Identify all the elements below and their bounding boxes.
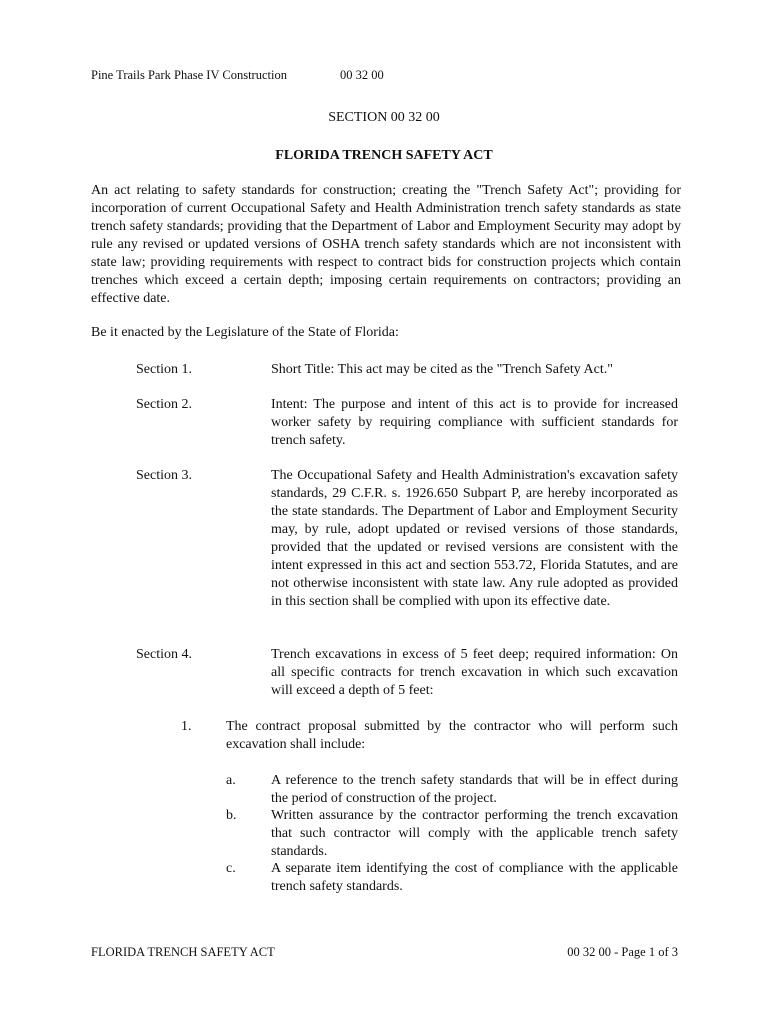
enactment-clause: Be it enacted by the Legislature of the State of Florida:: [91, 325, 399, 340]
subitem-c-label: c.: [226, 861, 236, 876]
header-section-code: 00 32 00: [340, 68, 384, 82]
subitem-b-label: b.: [226, 808, 237, 823]
subitem-a-label: a.: [226, 773, 236, 788]
section-2-label: Section 2.: [136, 397, 192, 412]
section-1-text: Short Title: This act may be cited as the "Trench Safety Act.": [271, 362, 613, 377]
subitem-c-text: A separate item identifying the cost of compliance with the applicable trench safety standards.: [271, 861, 678, 894]
item-1-label: 1.: [181, 719, 192, 734]
section-number-heading: SECTION 00 32 00: [328, 110, 440, 125]
item-1-text: The contract proposal submitted by the contractor who will perform such excavation shall include:: [226, 719, 678, 752]
subitem-b-text: Written assurance by the contractor performing the trench excavation that such contractor will comply with the applicable trench safety standards.: [271, 808, 678, 859]
subitem-a-text: A reference to the trench safety standards that will be in effect during the period of construction of the project.: [271, 773, 678, 806]
section-4-label: Section 4.: [136, 647, 192, 662]
section-1-label: Section 1.: [136, 362, 192, 377]
header-project-title: Pine Trails Park Phase IV Construction: [91, 68, 287, 82]
section-3-label: Section 3.: [136, 468, 192, 483]
section-4-text: Trench excavations in excess of 5 feet deep; required information: On all specific contracts for trench excavation in which such excavation will exceed a depth of 5 feet:: [271, 647, 678, 698]
section-3-text: The Occupational Safety and Health Administration's excavation safety standards, 29 C.F.R. s. 1926.650 Subpart P, are hereby incorporated as the state standards. The Department of Labor and Employment Security may, by rule, adopt updated or revised versions of those standards, provided that the updated or revised versions are consistent with the intent expressed in this act and section 553.72, Florida Statutes, and are not otherwise inconsistent with state law. Any rule adopted as provided in this section shall be complied with upon its effective date.: [271, 468, 678, 609]
footer-page-number: 00 32 00 - Page 1 of 3: [567, 945, 678, 959]
footer-title: FLORIDA TRENCH SAFETY ACT: [91, 945, 275, 959]
document-title: FLORIDA TRENCH SAFETY ACT: [275, 148, 493, 163]
intro-paragraph: An act relating to safety standards for construction; creating the "Trench Safety Act"; providing for incorporation of current Occupational Safety and Health Administration trench safety standards as state trench safety standards; providing that the Department of Labor and Employment Security may adopt by rule any revised or updated versions of OSHA trench safety standards which are not inconsistent with state law; providing requirements with respect to contract bids for construction projects which contain trenches which exceed a certain depth; imposing certain requirements on contractors; providing an effective date.: [91, 183, 681, 306]
section-2-text: Intent: The purpose and intent of this act is to provide for increased worker safety by requiring compliance with sufficient standards for trench safety.: [271, 397, 678, 448]
